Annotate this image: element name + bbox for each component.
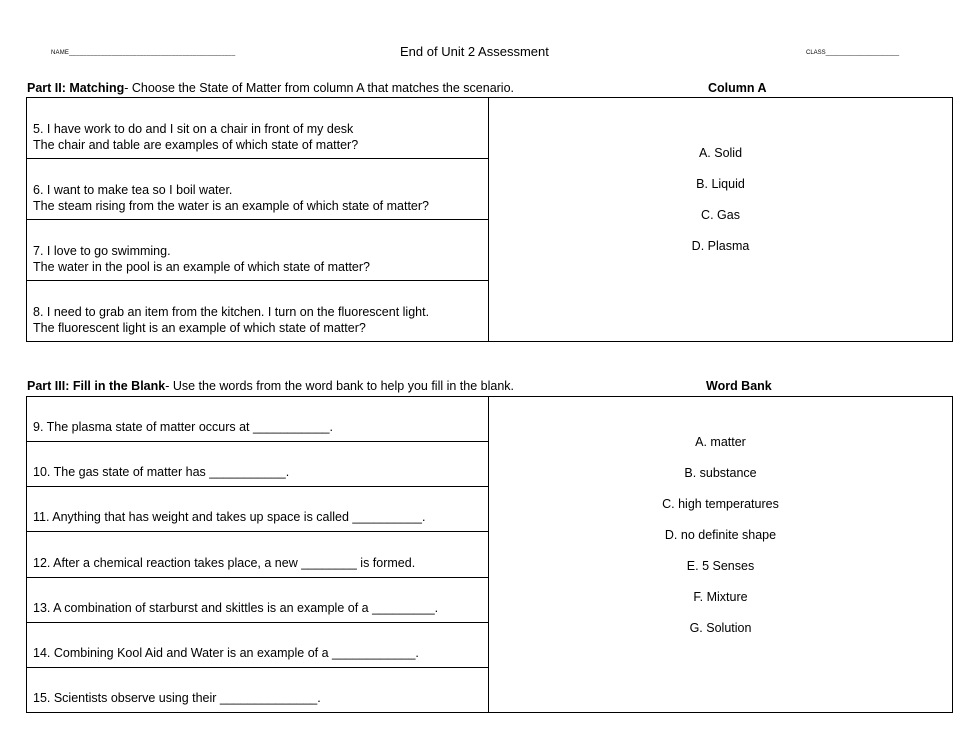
- question-prompt: The fluorescent light is an example of which state of matter?: [33, 321, 366, 335]
- fill-question-13: 13. A combination of starburst and skittles is an example of a _________.: [27, 578, 489, 623]
- question-text: 7. I love to go swimming.: [33, 244, 171, 258]
- word-bank-label: Word Bank: [706, 379, 772, 393]
- question-prompt: The steam rising from the water is an example of which state of matter?: [33, 199, 430, 213]
- word-mixture: F. Mixture: [693, 589, 748, 604]
- word-solution: G. Solution: [689, 620, 752, 635]
- word-bank-options: [489, 397, 953, 713]
- column-a-options: [489, 98, 953, 342]
- option-plasma: D. Plasma: [691, 239, 750, 253]
- question-text: 5. I have work to do and I sit on a chair in front of my desk: [33, 122, 354, 136]
- fill-question-12: 12. After a chemical reaction takes place, a new ________ is formed.: [27, 532, 489, 578]
- word-matter: A. matter: [695, 434, 746, 449]
- word-substance: B. substance: [684, 465, 757, 480]
- column-a-label: Column A: [708, 81, 767, 95]
- matching-question-5: [27, 98, 489, 159]
- option-gas: C. Gas: [701, 208, 740, 222]
- word-5-senses: E. 5 Senses: [686, 558, 755, 573]
- matching-table: [26, 97, 953, 342]
- question-prompt: The water in the pool is an example of which state of matter?: [33, 260, 370, 274]
- part2-heading-instructions: - Choose the State of Matter from column A that matches the scenario.: [124, 81, 515, 95]
- part2-heading-bold: Part II: Matching: [27, 81, 125, 95]
- part3-heading-instructions: - Use the words from the word bank to help you fill in the blank.: [165, 379, 515, 393]
- part3-heading-bold: Part III: Fill in the Blank: [27, 379, 166, 393]
- word-high-temperatures: C. high temperatures: [662, 496, 779, 511]
- option-solid: A. Solid: [698, 146, 743, 160]
- class-field[interactable]: CLASS______________________: [806, 50, 900, 56]
- part2-heading: [27, 81, 514, 95]
- word-no-definite-shape: D. no definite shape: [664, 527, 777, 542]
- fill-question-9: 9. The plasma state of matter occurs at ___________.: [27, 397, 489, 442]
- fill-question-11: 11. Anything that has weight and takes up space is called __________.: [27, 487, 489, 532]
- question-prompt: The chair and table are examples of which state of matter?: [33, 138, 359, 152]
- fill-question-15: 15. Scientists observe using their ______________.: [27, 668, 489, 713]
- matching-question-7: [27, 220, 489, 281]
- page-title: End of Unit 2 Assessment: [400, 44, 549, 59]
- question-text: 6. I want to make tea so I boil water.: [33, 183, 233, 197]
- matching-question-8: [27, 281, 489, 342]
- name-field[interactable]: NAME_______________________________________________: [51, 50, 236, 56]
- question-text: 8. I need to grab an item from the kitchen. I turn on the fluorescent light.: [33, 305, 430, 319]
- fill-question-10: 10. The gas state of matter has ___________.: [27, 442, 489, 487]
- part3-heading: [27, 379, 514, 393]
- fill-question-14: 14. Combining Kool Aid and Water is an example of a ____________.: [27, 623, 489, 668]
- fill-blank-table: [26, 396, 953, 713]
- option-liquid: B. Liquid: [696, 177, 745, 191]
- matching-question-6: [27, 159, 489, 220]
